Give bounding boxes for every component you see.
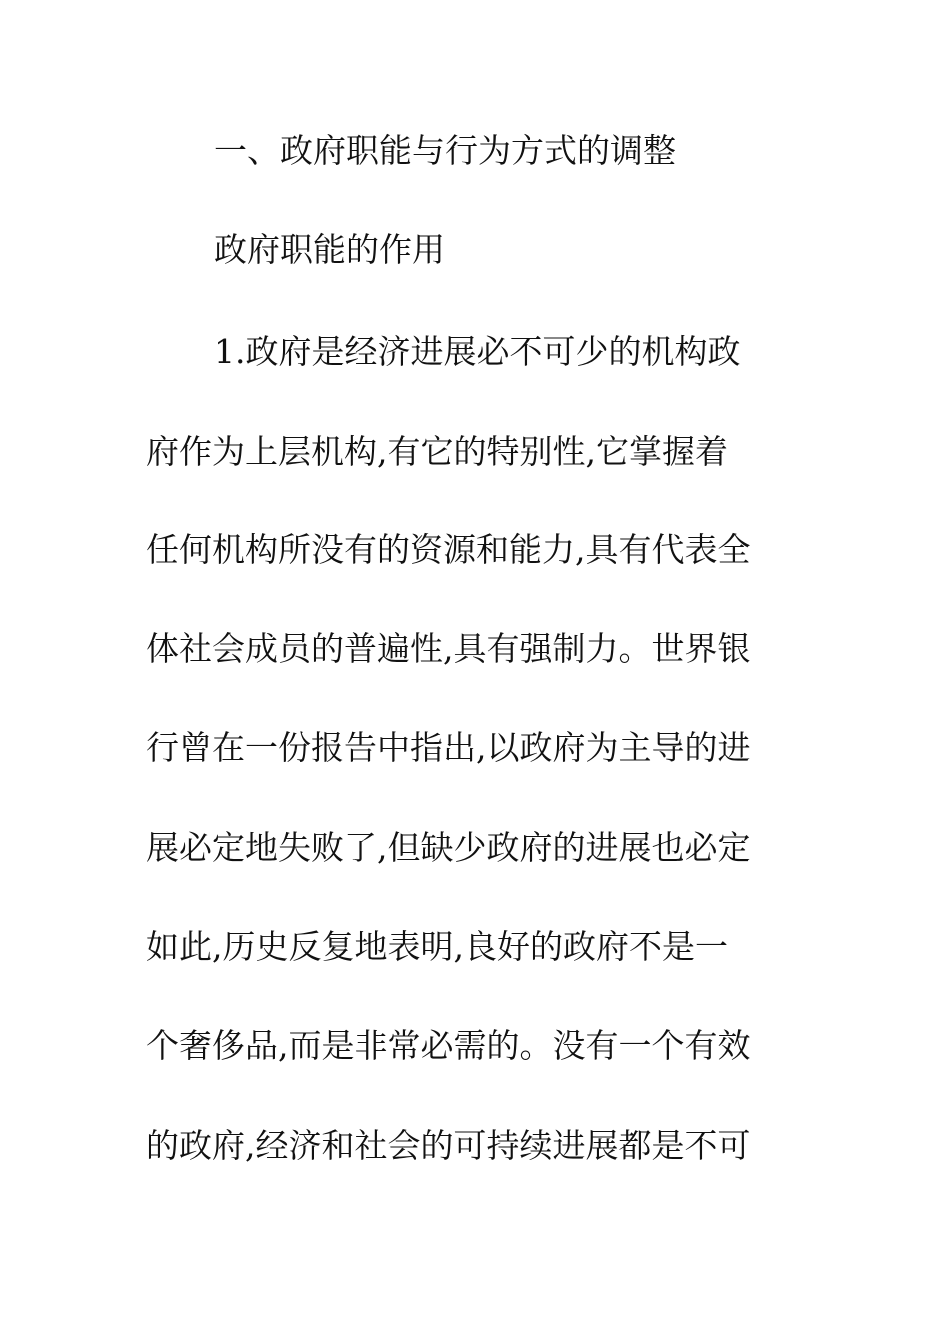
- paragraph-line: 个奢侈品,而是非常必需的。没有一个有效: [146, 1026, 751, 1065]
- paragraph-line: 展必定地失败了,但缺少政府的进展也必定: [146, 828, 751, 867]
- section-heading: 一、政府职能与行为方式的调整: [214, 131, 676, 170]
- paragraph-line: 的政府,经济和社会的可持续进展都是不可: [146, 1126, 751, 1165]
- paragraph-line: 行曾在一份报告中指出,以政府为主导的进: [146, 728, 751, 767]
- paragraph-line: 体社会成员的普遍性,具有强制力。世界银: [146, 629, 751, 668]
- paragraph-line: 如此,历史反复地表明,良好的政府不是一: [146, 927, 728, 966]
- subsection-heading: 政府职能的作用: [214, 230, 445, 269]
- paragraph-line: 1.政府是经济进展必不可少的机构政: [214, 332, 741, 371]
- paragraph-line: 府作为上层机构,有它的特别性,它掌握着: [146, 432, 728, 471]
- paragraph-line: 任何机构所没有的资源和能力,具有代表全: [146, 530, 751, 569]
